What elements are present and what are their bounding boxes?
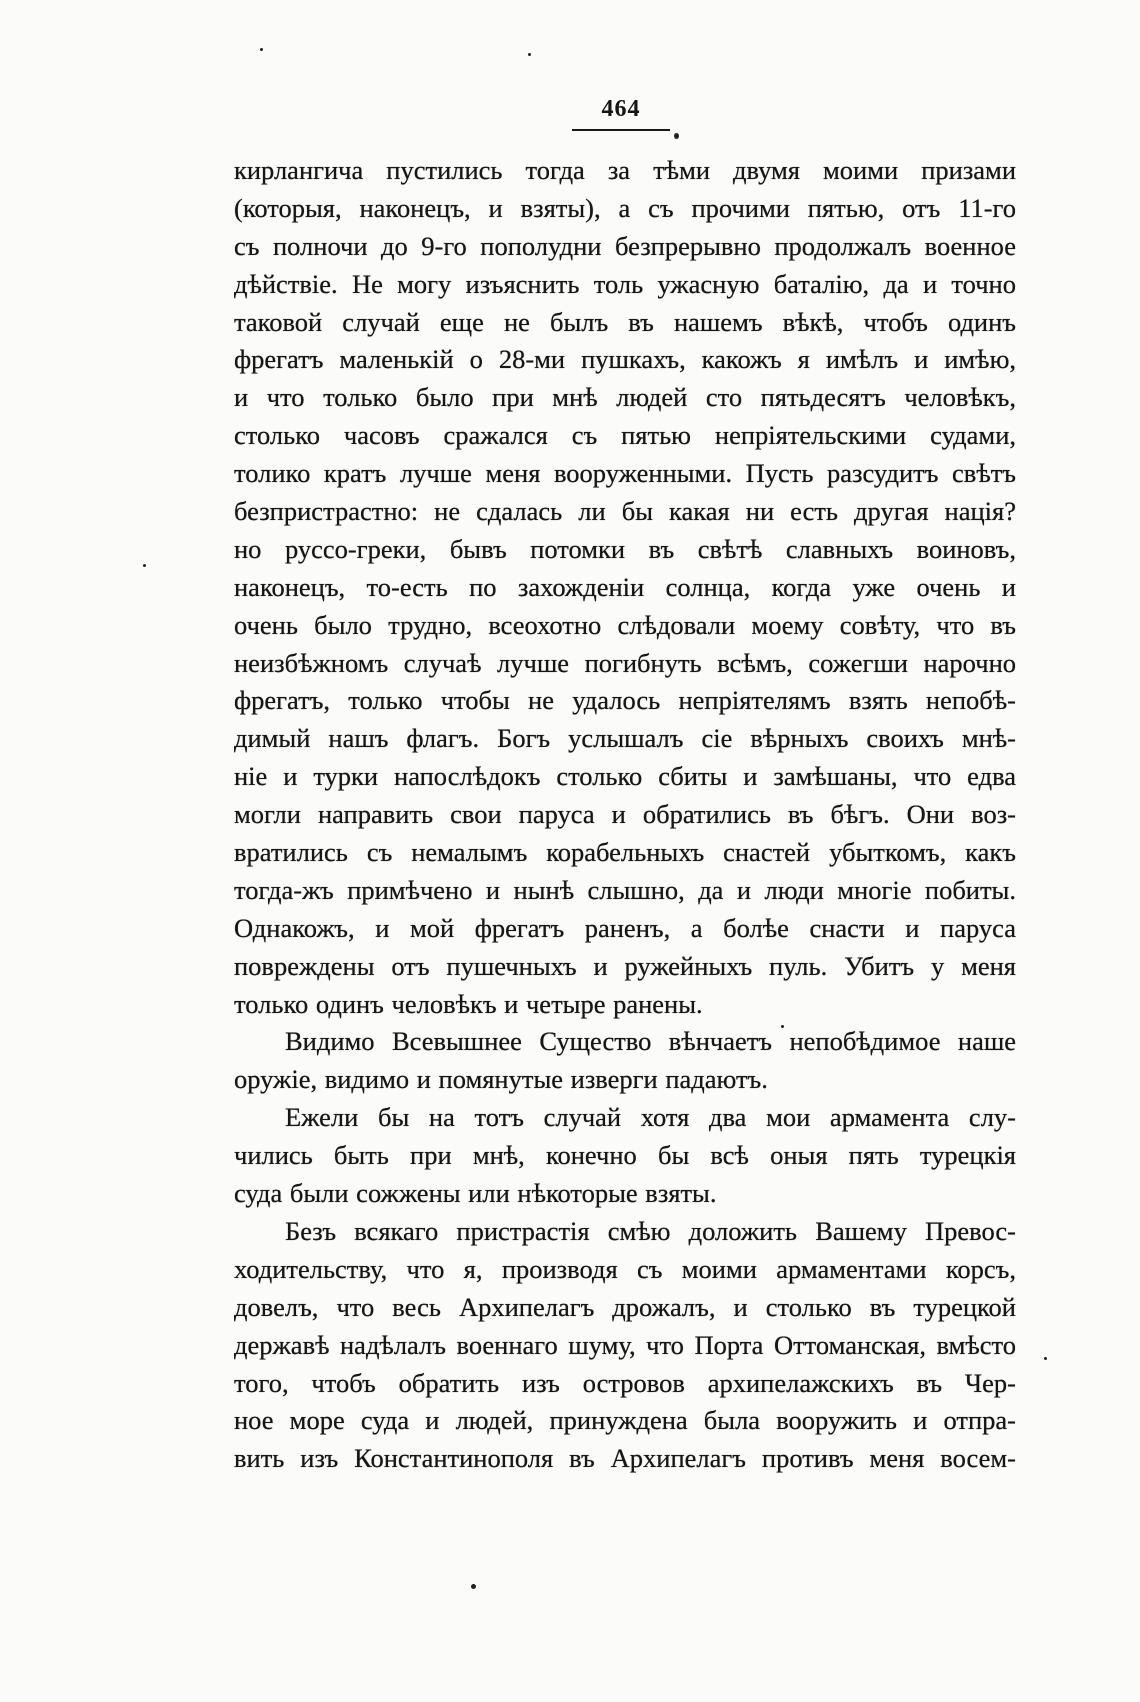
text-line: Видимо Всевышнее Существо вѣнчаетъ непобѣдимое наше — [285, 1026, 1016, 1057]
text-line: очень было трудно, всеохотно слѣдовали моему совѣту, что въ — [234, 609, 1016, 640]
text-line: ніе и турки напослѣдокъ столько сбиты и замѣшаны, что едва — [234, 761, 1016, 792]
text-line: но руссо-греки, бывъ потомки въ свѣтѣ славныхъ воиновъ, — [234, 533, 1016, 564]
scan-speck — [471, 1584, 476, 1589]
page-number-rule — [572, 129, 670, 131]
text-line: фрегатъ маленькій о 28-ми пушкахъ, какожъ я имѣлъ и имѣю, — [234, 344, 1016, 375]
scan-speck — [674, 133, 679, 139]
text-line: наконецъ, то-есть по захожденіи солнца, когда уже очень и — [234, 571, 1016, 602]
text-line: съ полночи до 9-го пополудни безпрерывно продолжалъ военное — [234, 230, 1016, 261]
page-number: 464 — [601, 96, 641, 122]
text-line: столько часовъ сражался съ пятью непріятельскими судами, — [234, 420, 1016, 451]
text-line: ное море суда и людей, принуждена была вооружить и отпра- — [234, 1405, 1016, 1436]
text-line: Однакожъ, и мой фрегатъ раненъ, а болѣе снасти и паруса — [234, 912, 1016, 943]
paragraph — [234, 1023, 1016, 1099]
text-line: могли направить свои паруса и обратились въ бѣгъ. Они воз- — [234, 799, 1016, 830]
text-line: повреждены отъ пушечныхъ и ружейныхъ пуль. Убитъ у меня — [234, 950, 1016, 981]
text-line: суда были сожжены или нѣкоторые взяты. — [234, 1178, 717, 1209]
text-line: Ежели бы на тотъ случай хотя два мои армамента слу- — [285, 1102, 1016, 1133]
text-line: таковой случай еще не былъ въ нашемъ вѣкѣ, чтобъ одинъ — [234, 306, 1016, 337]
scan-speck — [143, 564, 146, 567]
paragraph — [234, 1099, 1016, 1213]
text-line: толико кратъ лучше меня вооруженными. Пусть разсудитъ свѣтъ — [234, 458, 1016, 489]
scan-speck — [260, 48, 263, 51]
text-line: ходительству, что я, производя съ моими армаментами корсъ, — [234, 1253, 1016, 1284]
text-line: державѣ надѣлалъ военнаго шуму, что Порта Оттоманская, вмѣсто — [234, 1329, 1016, 1360]
text-line: Безъ всякаго пристрастія смѣю доложить Вашему Превос- — [285, 1215, 1016, 1246]
text-line: фрегатъ, только чтобы не удалось непріятелямъ взять непобѣ- — [234, 685, 1016, 716]
scan-speck — [528, 53, 531, 56]
text-line: вратились съ немалымъ корабельныхъ снастей убыткомъ, какъ — [234, 837, 1016, 868]
text-line: дѣйствіе. Не могу изъяснить толь ужасную баталію, да и точно — [234, 268, 1016, 299]
text-line: и что только было при мнѣ людей сто пятьдесятъ человѣкъ, — [234, 382, 1016, 413]
text-line: неизбѣжномъ случаѣ лучше погибнуть всѣмъ, сожегши нарочно — [234, 647, 1016, 678]
text-line: (которыя, наконецъ, и взяты), а съ прочими пятью, отъ 11-го — [234, 192, 1016, 223]
paragraph — [234, 152, 1016, 1023]
text-line: довелъ, что весь Архипелагъ дрожалъ, и столько въ турецкой — [234, 1291, 1016, 1322]
scan-speck — [1044, 1357, 1047, 1360]
text-line: димый нашъ флагъ. Богъ услышалъ сіе вѣрныхъ своихъ мнѣ- — [234, 723, 1016, 754]
paragraph — [234, 1213, 1016, 1478]
text-line: чились быть при мнѣ, конечно бы всѣ оныя пять турецкія — [234, 1140, 1016, 1171]
text-line: только одинъ человѣкъ и четыре ранены. — [234, 988, 703, 1019]
text-line: тогда-жъ примѣчено и нынѣ слышно, да и люди многіе побиты. — [234, 874, 1016, 905]
text-line: вить изъ Константинополя въ Архипелагъ противъ меня восем- — [234, 1443, 1016, 1474]
text-line: того, чтобъ обратить изъ островов архипелажскихъ въ Чер- — [234, 1367, 1016, 1398]
text-line: оружіе, видимо и помянутые изверги падаютъ. — [234, 1064, 768, 1095]
page-body — [234, 152, 1016, 1478]
text-line: безпристрастно: не сдалась ли бы какая ни есть другая нація? — [234, 496, 1016, 527]
text-line: кирлангича пустились тогда за тѣми двумя моими призами — [234, 155, 1016, 185]
